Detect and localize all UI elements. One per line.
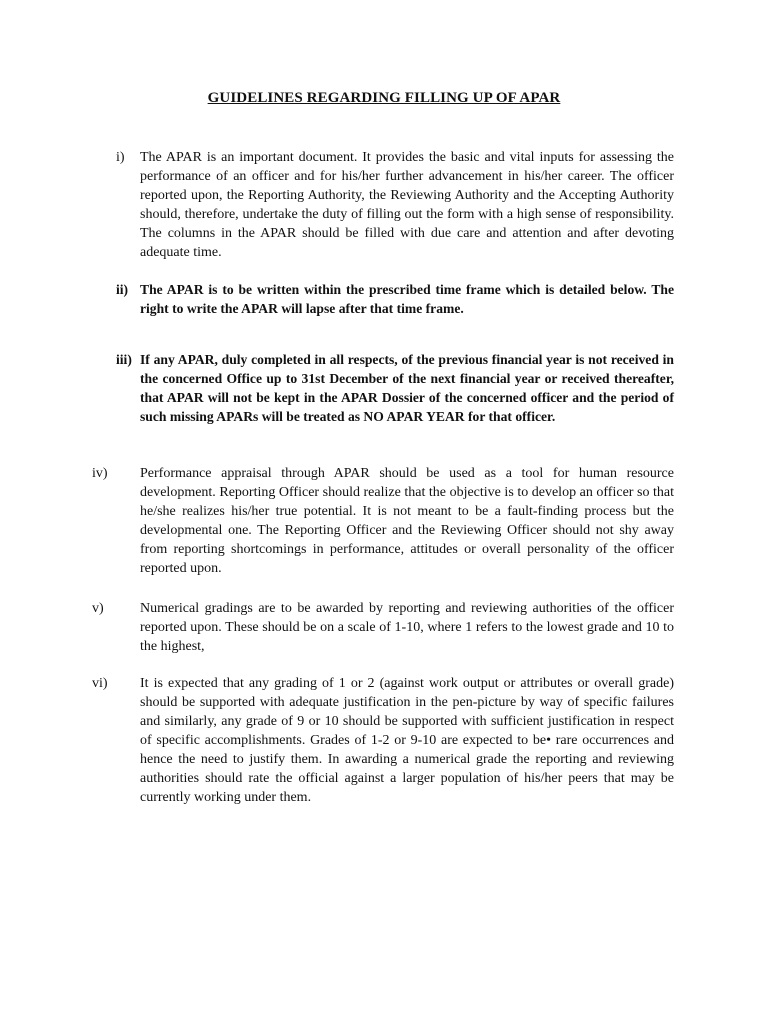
item-text: Numerical gradings are to be awarded by reporting and reviewing authorities of the officer reported upon. These should be on a scale of 1-10, where 1 refers to the lowest grade and 10 to the highest, xyxy=(140,601,674,654)
item-text: Performance appraisal through APAR should be used as a tool for human resource development. Reporting Officer should realize that the objective is to develop an officer so that he/she realizes his/her true potential. It is not meant to be a fault-finding process but the developmental one. The Reporting Officer and the Reviewing Officer should not shy away from reporting shortcomings in performance, attitudes or overall personality of the officer reported upon. xyxy=(140,466,674,576)
item-text: It is expected that any grading of 1 or 2 (against work output or attributes or overall grade) should be supported with adequate justification in the pen-picture by way of specific failures and similarly, any grade of 9 or 10 should be supported with sufficient justification in respect of specific accomplishments. Grades of 1-2 or 9-10 are expected to be• rare occurrences and hence the need to justify them. In awarding a numerical grade the reporting and reviewing authorities should rate the official against a larger population of his/her peers that may be currently working under them. xyxy=(140,676,674,805)
item-text: If any APAR, duly completed in all respects, of the previous financial year is not received in the concerned Office up to 31st December of the next financial year or received thereafter, that APAR will not be kept in the APAR Dossier of the concerned officer and the period of such missing APARs will be treated as NO APAR YEAR for that officer. xyxy=(140,352,674,424)
item-text: The APAR is an important document. It provides the basic and vital inputs for assessing the performance of an officer and for his/her further advancement in his/her career. The officer reported upon, the Reporting Authority, the Reviewing Authority and the Accepting Authority should, therefore, undertake the duty of filling out the form with a high sense of responsibility. The columns in the APAR should be filled with due care and attention and after devoting adequate time. xyxy=(140,150,674,260)
item-marker: i) xyxy=(116,150,125,165)
item-marker: ii) xyxy=(116,282,129,297)
item-marker: iii) xyxy=(116,352,132,367)
document-title: GUIDELINES REGARDING FILLING UP OF APAR xyxy=(207,90,561,106)
item-text: The APAR is to be written within the prescribed time frame which is detailed below. The right to write the APAR will lapse after that time frame. xyxy=(140,282,674,316)
item-marker: vi) xyxy=(92,676,108,691)
item-marker: v) xyxy=(92,601,104,616)
item-marker: iv) xyxy=(92,466,108,481)
